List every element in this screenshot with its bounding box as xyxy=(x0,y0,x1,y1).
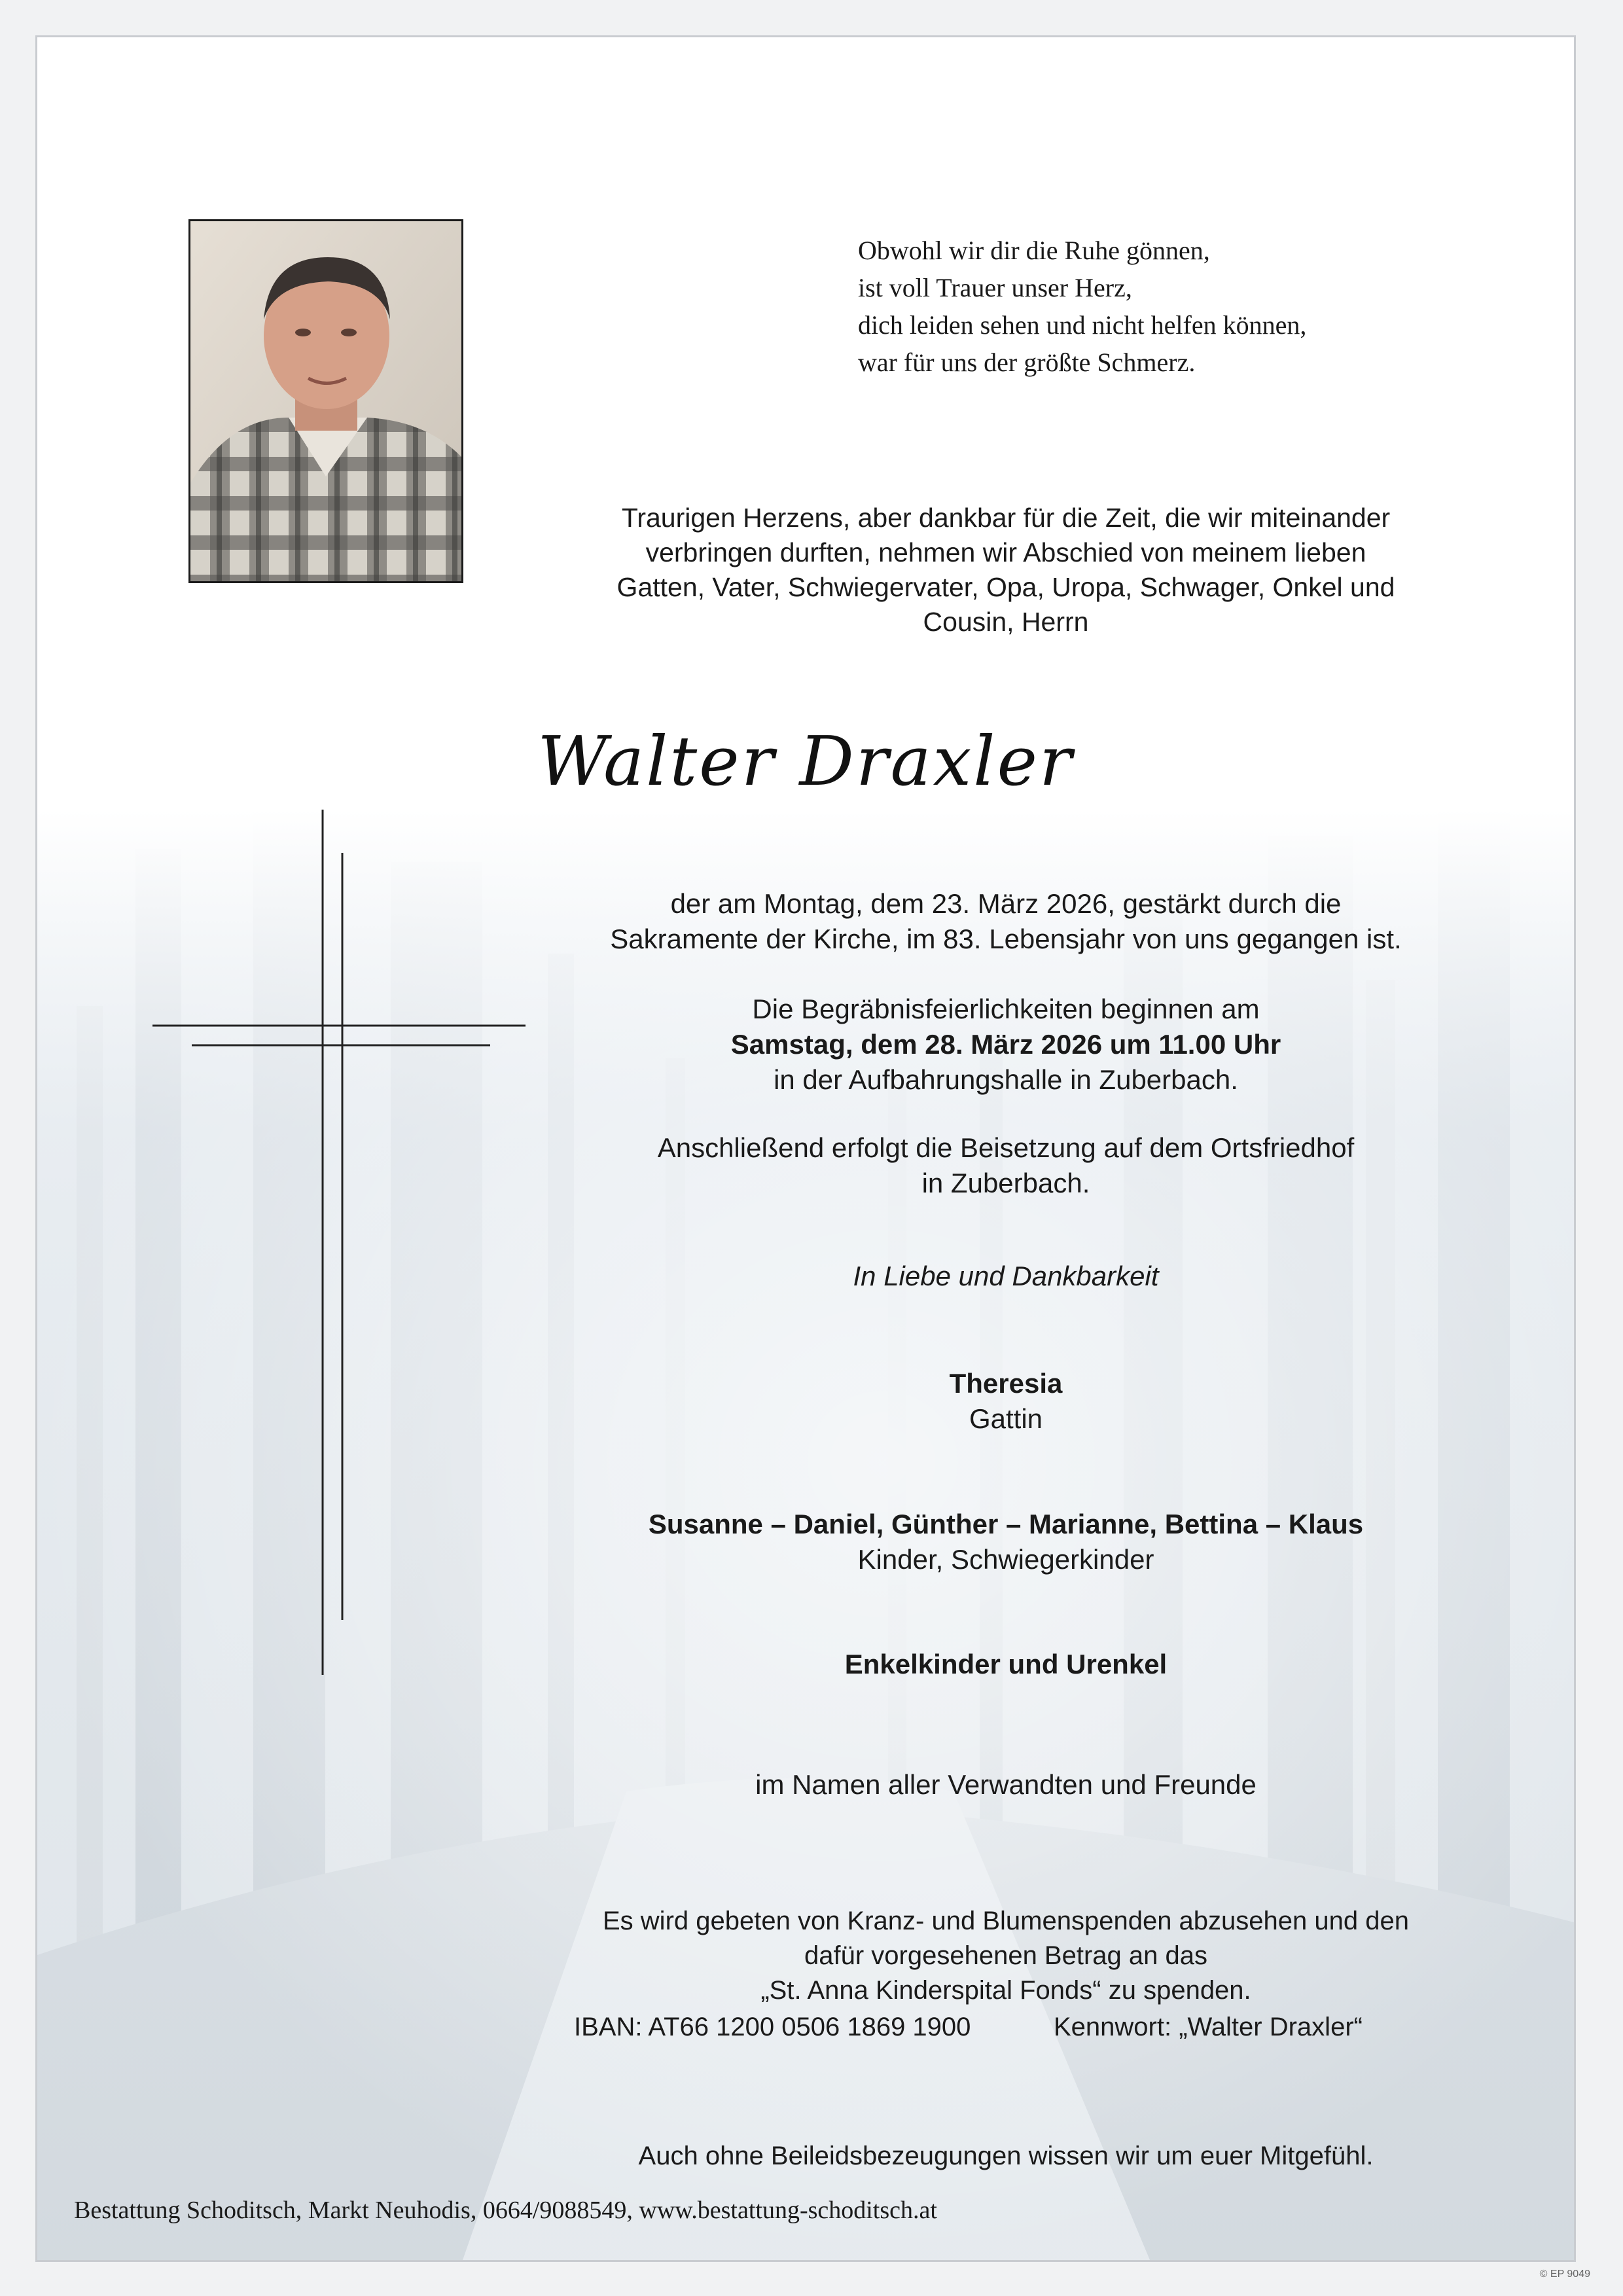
poem-line: Obwohl wir dir die Ruhe gönnen, xyxy=(858,236,1210,265)
donation-line: „St. Anna Kinderspital Fonds“ zu spenden. xyxy=(760,1976,1251,2005)
mourner-names: Enkelkinder und Urenkel xyxy=(844,1649,1168,1679)
mourner-names: Susanne – Daniel, Günther – Marianne, Bettina – Klaus xyxy=(648,1509,1364,1539)
funeral-info xyxy=(535,992,1477,1098)
burial-line: in Zuberbach. xyxy=(921,1168,1090,1198)
mourner-relation: Gattin xyxy=(969,1403,1043,1434)
portrait-photo xyxy=(188,219,463,583)
burial-info xyxy=(535,1130,1477,1201)
funeral-location: in der Aufbahrungshalle in Zuberbach. xyxy=(774,1064,1238,1095)
intro-line: Traurigen Herzens, aber dankbar für die Zeit, die wir miteinander xyxy=(621,503,1391,533)
mourner-relation: Kinder, Schwiegerkinder xyxy=(857,1544,1154,1575)
burial-line: Anschließend erfolgt die Beisetzung auf dem Ortsfriedhof xyxy=(657,1132,1355,1163)
poem-line: ist voll Trauer unser Herz, xyxy=(858,273,1132,302)
obituary-card xyxy=(35,35,1576,2262)
death-notice-line: Sakramente der Kirche, im 83. Lebensjahr von uns gegangen ist. xyxy=(610,924,1402,954)
funeral-home-footer: Bestattung Schoditsch, Markt Neuhodis, 0664/9088549, www.bestattung-schoditsch.at xyxy=(74,2197,937,2224)
mourner-grandchildren xyxy=(535,1647,1477,1682)
keyword: Kennwort: „Walter Draxler“ xyxy=(1054,2013,1363,2041)
intro-line: Cousin, Herrn xyxy=(923,607,1089,637)
deceased-name: Walter Draxler xyxy=(537,721,1074,801)
funeral-datetime: Samstag, dem 28. März 2026 um 11.00 Uhr xyxy=(730,1029,1281,1060)
poem-line: dich leiden sehen und nicht helfen können, xyxy=(858,310,1307,340)
poem-line: war für uns der größte Schmerz. xyxy=(858,348,1196,377)
donation-line: dafür vorgesehenen Betrag an das xyxy=(804,1941,1207,1970)
closing-phrase: In Liebe und Dankbarkeit xyxy=(853,1261,1159,1291)
death-notice-line: der am Montag, dem 23. März 2026, gestärkt durch die xyxy=(670,888,1342,919)
funeral-line: Die Begräbnisfeierlichkeiten beginnen am xyxy=(752,994,1260,1024)
iban: IBAN: AT66 1200 0506 1869 1900 xyxy=(574,2013,971,2041)
mourner-children xyxy=(535,1507,1477,1577)
poem xyxy=(858,232,1306,381)
relatives-line: im Namen aller Verwandten und Freunde xyxy=(755,1769,1257,1800)
sympathy-line: Auch ohne Beileidsbezeugungen wissen wir um euer Mitgefühl. xyxy=(638,2142,1374,2170)
intro-line: verbringen durften, nehmen wir Abschied von meinem lieben xyxy=(645,537,1366,567)
donation-request xyxy=(535,1904,1477,2008)
mourner-names: Theresia xyxy=(949,1368,1063,1399)
intro-text xyxy=(535,501,1477,639)
intro-line: Gatten, Vater, Schwiegervater, Opa, Uropa, Schwager, Onkel und xyxy=(616,572,1395,602)
donation-line: Es wird gebeten von Kranz- und Blumenspenden abzusehen und den xyxy=(603,1907,1409,1935)
death-notice xyxy=(535,886,1477,957)
print-code: © EP 9049 xyxy=(1539,2269,1590,2280)
mourner-spouse xyxy=(535,1366,1477,1437)
